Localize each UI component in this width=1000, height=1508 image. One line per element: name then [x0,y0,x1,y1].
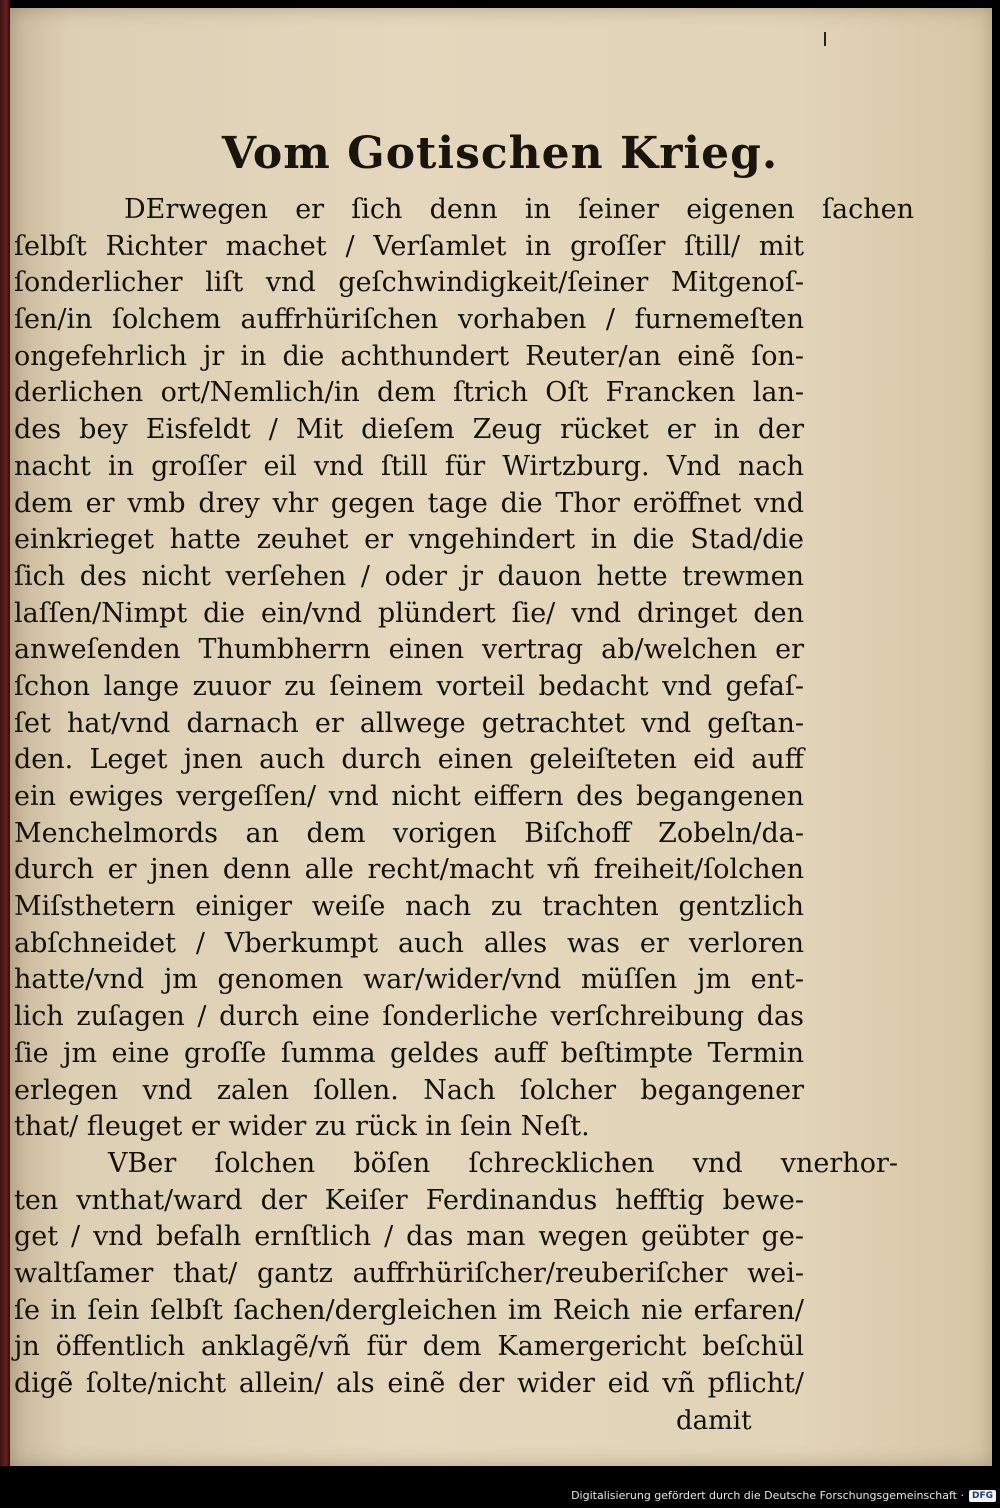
text-line: Menchelmords an dem vorigen Biſchoff Zobeln/da- [14,817,804,849]
text-line: des bey Eisfeldt / Mit dieſem Zeug rücket er in der [14,414,804,446]
page-title: Vom Gotischen Krieg. [221,128,779,179]
text-line: ein ewiges vergeſſen/ vnd nicht eiffern des begangenen [14,781,804,812]
text-line: hatte/vnd jm genomen war/wider/vnd müſſen jm ent- [14,964,804,996]
dfg-logo: DFG [969,1490,996,1502]
text-line: Miſsthetern einiger weiſe nach zu trachten gentzlich [14,891,804,923]
text-line: DErwegen er ſich denn in ſeiner eigenen ſachen [124,194,914,225]
text-line: waltſamer that/ gantz auffrhüriſcher/reuberiſcher wei- [14,1257,804,1289]
text-line: get / vnd befalh ernſtlich / das man wegen geübter ge- [14,1221,804,1253]
footer-credit: Digitalisierung gefördert durch die Deutsche Forschungsgemeinschaft · [571,1489,964,1502]
text-line: ſet hat/vnd darnach er allwege getrachtet vnd geſtan- [14,707,804,739]
text-line: ſen/in ſolchem auffrhüriſchen vorhaben / furnemeſten [14,304,804,336]
text-line: VBer ſolchen böſen ſchrecklichen vnd vnerhor- [108,1147,898,1179]
catchword: damit [676,1406,752,1436]
text-block [14,192,914,1403]
text-line: anweſenden Thumbherrn einen vertrag ab/welchen er [14,634,804,666]
page-mark [824,32,826,46]
text-line: ſonderlicher liſt vnd geſchwindigkeit/ſeiner Mitgenoſ- [14,267,804,299]
text-line: durch er jnen denn alle recht/macht vñ freiheit/ſolchen [14,854,804,886]
text-line: erlegen vnd zalen ſollen. Nach ſolcher begangener [14,1074,804,1106]
text-line: that/ fleuget er wider zu rück in ſein Neſt. [14,1111,590,1143]
text-line: den. Leget jnen auch durch einen geleiſteten eid auff [14,744,804,776]
text-line: ſe in ſein ſelbſt ſachen/dergleichen im Reich nie erfaren/ [14,1294,804,1326]
text-line: einkrieget hatte zeuhet er vngehindert in die Stad/die [14,524,804,556]
text-line: jn öffentlich anklagẽ/vñ für dem Kamergericht beſchül [14,1331,804,1363]
text-line: ongefehrlich jr in die achthundert Reuter/an einẽ ſon- [14,340,804,372]
text-line: dem er vmb drey vhr gegen tage die Thor eröffnet vnd [14,487,804,519]
text-line: nacht in groſſer eil vnd ſtill für Wirtzburg. Vnd nach [14,450,804,482]
text-line: ſie jm eine groſſe ſumma geldes auff beſtimpte Termin [14,1037,804,1069]
text-line: derlichen ort/Nemlich/in dem ſtrich Oſt Francken lan- [14,377,804,409]
book-edge [0,0,10,1466]
text-line: digẽ ſolte/nicht allein/ als einẽ der wider eid vñ pflicht/ [14,1368,804,1399]
text-line: ſich des nicht verſehen / oder jr dauon hette trewmen [14,560,804,592]
text-line: lich zuſagen / durch eine ſonderliche verſchreibung das [14,1001,804,1033]
text-line: laſſen/Nimpt die ein/vnd plündert ſie/ vnd dringet den [14,597,804,629]
text-line: ſelbſt Richter machet / Verſamlet in groſſer ſtill/ mit [14,230,804,262]
text-line: ſchon lange zuuor zu ſeinem vorteil bedacht vnd gefaſ- [14,670,804,702]
text-line: abſchneidet / Vberkumpt auch alles was er verloren [14,927,804,959]
text-line: ten vnthat/ward der Keiſer Ferdinandus hefftig bewe- [14,1184,804,1216]
footer [571,1489,996,1502]
